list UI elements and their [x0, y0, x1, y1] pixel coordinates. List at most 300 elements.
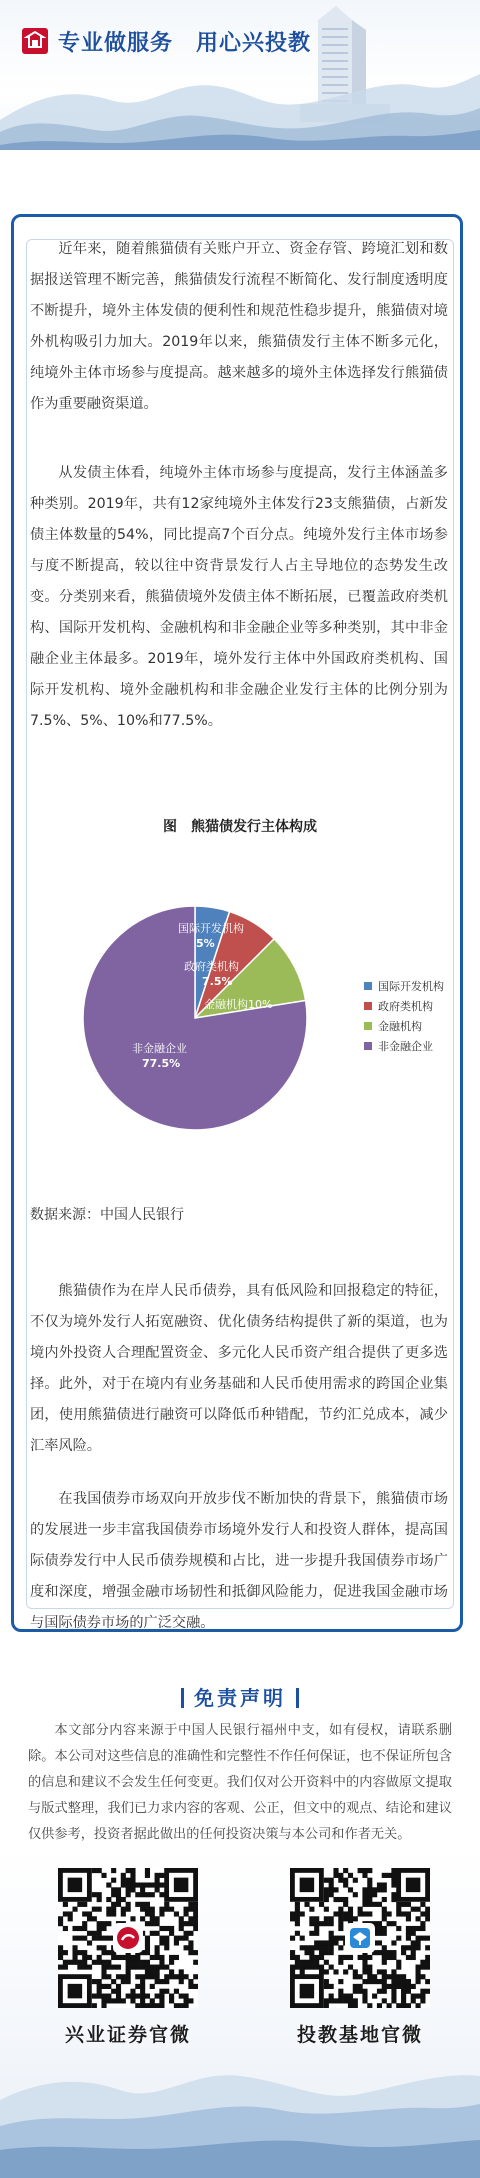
qr-module — [77, 1950, 82, 1955]
qr-module — [164, 1907, 169, 1912]
qr-module — [367, 1878, 372, 1883]
qr-module — [193, 1916, 198, 1921]
qr-module — [193, 1984, 198, 1989]
qr-module — [121, 1907, 126, 1912]
article-paragraph-3: 熊猫债作为在岸人民币债券，具有低风险和回报稳定的特征，不仅为境外发行人拓宽融资、优化债务结构提供了新的渠道，也为境内外投资人合理配置资金、多元化人民币资产组合提供了更多选择。此外，对于在境内有业务基础和人民币使用需求的跨国企业集团，使用熊猫债进行融资可以降低币种错配，节约汇兑成本，减少汇率风险。 — [30, 1283, 448, 1454]
qr-module — [367, 1902, 372, 1907]
qr-code-investor-education[interactable] — [290, 1868, 430, 2008]
qr-module — [295, 1965, 300, 1970]
qr-module — [150, 1998, 155, 2003]
qr-module — [377, 1926, 382, 1931]
qr-module — [420, 1989, 425, 1994]
qr-module — [135, 1892, 140, 1897]
qr-module — [324, 1916, 329, 1921]
qr-module — [188, 1998, 193, 2003]
qr-module — [72, 1907, 77, 1912]
qr-module — [420, 1911, 425, 1916]
qr-module — [391, 1897, 396, 1902]
qr-module — [396, 2003, 401, 2008]
qr-module — [101, 1960, 106, 1965]
qr-module — [343, 1955, 348, 1960]
qr-module — [145, 1868, 150, 1873]
qr-module — [106, 1974, 111, 1979]
qr-module — [92, 1931, 97, 1936]
qr-module — [338, 1945, 343, 1950]
qr-module — [353, 2003, 358, 2008]
qr-module — [290, 1965, 295, 1970]
qr-module — [304, 1945, 309, 1950]
qr-module — [425, 1936, 430, 1941]
qr-module — [372, 1892, 377, 1897]
qr-module — [101, 1945, 106, 1950]
qr-module — [367, 1887, 372, 1892]
qr-module — [140, 2003, 145, 2008]
qr-module — [348, 1998, 353, 2003]
qr-module — [396, 1974, 401, 1979]
qr-module — [314, 1965, 319, 1970]
qr-module — [155, 1994, 160, 1999]
article-paragraph-1: 近年来，随着熊猫债有关账户开立、资金存管、跨境汇划和数据报送管理不断完善，熊猫债发行流程不断简化、发行制度透明度不断提升，境外主体发债的便利性和规范性稳步提升，熊猫债对境外机构吸引力加大。2019年以来，熊猫债发行主体不断多元化，纯境外主体市场参与度提高。越来越多的境外主体选择发行熊猫债作为重要融资渠道。 — [30, 241, 448, 412]
qr-module — [362, 1955, 367, 1960]
qr-module — [295, 1931, 300, 1936]
qr-module — [391, 1998, 396, 2003]
qr-module — [358, 1989, 363, 1994]
qr-module — [72, 1926, 77, 1931]
qr-module — [319, 1940, 324, 1945]
qr-module — [338, 1916, 343, 1921]
qr-module — [401, 1945, 406, 1950]
qr-module — [290, 1950, 295, 1955]
qr-module — [367, 1892, 372, 1897]
qr-module — [319, 1965, 324, 1970]
qr-module — [362, 1979, 367, 1984]
qr-module — [362, 1873, 367, 1878]
qr-module — [304, 1950, 309, 1955]
qr-module — [411, 1984, 416, 1989]
qr-module — [309, 1916, 314, 1921]
qr-module — [353, 1916, 358, 1921]
qr-module — [135, 1984, 140, 1989]
qr-module — [155, 1931, 160, 1936]
qr-module — [387, 1950, 392, 1955]
qr-module — [377, 2003, 382, 2008]
qr-module — [101, 1984, 106, 1989]
qr-module — [387, 1955, 392, 1960]
qr-module — [121, 1955, 126, 1960]
qr-module — [164, 1989, 169, 1994]
qr-module — [391, 1940, 396, 1945]
qr-module — [97, 1955, 102, 1960]
qr-module — [382, 1897, 387, 1902]
qr-module — [169, 1907, 174, 1912]
qr-module — [164, 1902, 169, 1907]
qr-module — [396, 1936, 401, 1941]
qr-module — [420, 1965, 425, 1970]
qr-module — [319, 1945, 324, 1950]
qr-module — [391, 1989, 396, 1994]
qr-module — [416, 1926, 421, 1931]
qr-module — [77, 1936, 82, 1941]
qr-module — [401, 1989, 406, 1994]
legend-swatch — [364, 1002, 372, 1010]
qr-module — [411, 1907, 416, 1912]
qr-module — [362, 1998, 367, 2003]
qr-module — [193, 1960, 198, 1965]
qr-module — [416, 1979, 421, 1984]
qr-module — [159, 1965, 164, 1970]
qr-module — [333, 1873, 338, 1878]
qr-module — [411, 1945, 416, 1950]
qr-module — [116, 1994, 121, 1999]
qr-module — [300, 1965, 305, 1970]
qr-module — [111, 1955, 116, 1960]
qr-finder-pattern — [300, 1984, 314, 1998]
qr-module — [367, 1969, 372, 1974]
qr-module — [367, 2003, 372, 2008]
qr-module — [358, 1974, 363, 1979]
qr-module — [324, 1907, 329, 1912]
qr-module — [159, 1979, 164, 1984]
qr-module — [159, 1892, 164, 1897]
qr-module — [145, 1911, 150, 1916]
qr-module — [406, 1911, 411, 1916]
qr-module — [329, 1936, 334, 1941]
qr-module — [116, 1897, 121, 1902]
qr-module — [87, 1931, 92, 1936]
qr-module — [343, 1998, 348, 2003]
qr-module — [97, 1921, 102, 1926]
qr-module — [150, 1892, 155, 1897]
qr-module — [406, 1936, 411, 1941]
qr-module — [77, 1902, 82, 1907]
qr-module — [324, 1998, 329, 2003]
qr-module — [391, 1873, 396, 1878]
qr-module — [145, 1945, 150, 1950]
xingye-logo-icon — [113, 1923, 143, 1953]
qr-module — [319, 1921, 324, 1926]
qr-module — [362, 1911, 367, 1916]
qr-module — [420, 1926, 425, 1931]
qr-module — [333, 1887, 338, 1892]
article-paragraph-4: 在我国债券市场双向开放步伐不断加快的背景下，熊猫债市场的发展进一步丰富我国债券市场境外发行人和投资人群体，提高国际债券发行中人民币债券规模和占比，进一步提升我国债券市场广度和深度，增强金融市场韧性和抵御风险能力，促进我国金融市场与国际债券市场的广泛交融。 — [30, 1491, 448, 1631]
qr-module — [184, 1931, 189, 1936]
qr-module — [411, 1950, 416, 1955]
qr-module — [300, 1936, 305, 1941]
qr-module — [343, 1969, 348, 1974]
legend-label: 金融机构 — [378, 1020, 422, 1033]
qr-module — [343, 1882, 348, 1887]
qr-module — [329, 1931, 334, 1936]
qr-module — [411, 1998, 416, 2003]
qr-module — [101, 1936, 106, 1941]
qr-module — [377, 1902, 382, 1907]
qr-module — [387, 1873, 392, 1878]
qr-module — [101, 1873, 106, 1878]
qr-module — [329, 1984, 334, 1989]
qr-module — [140, 1998, 145, 2003]
qr-module — [179, 1936, 184, 1941]
qr-module — [333, 1969, 338, 1974]
qr-module — [420, 1974, 425, 1979]
qr-module — [97, 1926, 102, 1931]
qr-module — [295, 1902, 300, 1907]
qr-module — [425, 1989, 430, 1994]
qr-module — [348, 1994, 353, 1999]
qr-module — [169, 1955, 174, 1960]
qr-module — [155, 1882, 160, 1887]
qr-module — [295, 1916, 300, 1921]
qr-module — [116, 1974, 121, 1979]
qr-module — [382, 1945, 387, 1950]
qr-module — [111, 1887, 116, 1892]
qr-module — [295, 1907, 300, 1912]
qr-module — [319, 1902, 324, 1907]
qr-module — [116, 1984, 121, 1989]
qr-module — [130, 1868, 135, 1873]
qr-module — [106, 1965, 111, 1970]
qr-module — [416, 1916, 421, 1921]
qr-module — [97, 1892, 102, 1897]
qr-module — [329, 1887, 334, 1892]
qr-module — [159, 1911, 164, 1916]
qr-module — [396, 1907, 401, 1912]
qr-module — [179, 2003, 184, 2008]
qr-module — [353, 1998, 358, 2003]
qr-module — [169, 1931, 174, 1936]
qr-module — [367, 1882, 372, 1887]
qr-module — [333, 1897, 338, 1902]
qr-module — [348, 1873, 353, 1878]
qr-module — [290, 1955, 295, 1960]
qr-module — [130, 1994, 135, 1999]
qr-module — [140, 1882, 145, 1887]
qr-module — [353, 1989, 358, 1994]
qr-module — [58, 1950, 63, 1955]
qr-module — [179, 1994, 184, 1999]
qr-module — [87, 1911, 92, 1916]
qr-module — [425, 1916, 430, 1921]
qr-module — [362, 1887, 367, 1892]
qr-module — [140, 1960, 145, 1965]
qr-module — [416, 1907, 421, 1912]
qr-module — [324, 1945, 329, 1950]
qr-module — [309, 1960, 314, 1965]
qr-module — [188, 1984, 193, 1989]
qr-module — [169, 1926, 174, 1931]
qr-module — [130, 1960, 135, 1965]
qr-module — [416, 2003, 421, 2008]
qr-module — [362, 1965, 367, 1970]
qr-module — [324, 1940, 329, 1945]
qr-module — [126, 1868, 131, 1873]
qr-module — [396, 1926, 401, 1931]
qr-module — [329, 1940, 334, 1945]
qr-module — [338, 1911, 343, 1916]
qr-module — [63, 1960, 68, 1965]
qr-module — [314, 1945, 319, 1950]
qr-module — [319, 1950, 324, 1955]
qr-module — [377, 1931, 382, 1936]
qr-module — [68, 1916, 73, 1921]
qr-module — [300, 1945, 305, 1950]
qr-module — [391, 1878, 396, 1883]
qr-module — [353, 1974, 358, 1979]
chart-legend — [364, 976, 474, 1056]
qr-module — [324, 1969, 329, 1974]
qr-module — [140, 1989, 145, 1994]
qr-module — [188, 1907, 193, 1912]
qr-module — [169, 1974, 174, 1979]
qr-module — [367, 1868, 372, 1873]
qr-module — [97, 1960, 102, 1965]
qr-module — [140, 1907, 145, 1912]
qr-module — [362, 1892, 367, 1897]
qr-module — [184, 2003, 189, 2008]
qr-module — [174, 2003, 179, 2008]
qr-module — [193, 1902, 198, 1907]
qr-module — [140, 1979, 145, 1984]
qr-code-xingye-securities[interactable] — [58, 1868, 198, 2008]
qr-module — [396, 1960, 401, 1965]
qr-module — [309, 1931, 314, 1936]
qr-module — [121, 1873, 126, 1878]
qr-module — [406, 1902, 411, 1907]
qr-module — [126, 1965, 131, 1970]
qr-module — [130, 1882, 135, 1887]
qr-module — [106, 1907, 111, 1912]
qr-module — [362, 1994, 367, 1999]
qr-module — [348, 1965, 353, 1970]
qr-module — [406, 1984, 411, 1989]
legend-swatch — [364, 982, 372, 990]
qr-module — [130, 1989, 135, 1994]
qr-module — [329, 1965, 334, 1970]
disclaimer-title — [0, 1682, 480, 1711]
qr-module — [396, 1902, 401, 1907]
qr-module — [92, 1994, 97, 1999]
qr-module — [188, 1979, 193, 1984]
qr-module — [169, 1969, 174, 1974]
qr-module — [406, 2003, 411, 2008]
qr-module — [324, 2003, 329, 2008]
qr-module — [309, 1945, 314, 1950]
qr-module — [314, 1926, 319, 1931]
qr-module — [377, 1969, 382, 1974]
qr-module — [126, 1878, 131, 1883]
qr-module — [382, 1998, 387, 2003]
qr-module — [396, 1911, 401, 1916]
qr-module — [348, 1887, 353, 1892]
qr-module — [314, 1916, 319, 1921]
qr-module — [106, 1994, 111, 1999]
qr-module — [145, 1907, 150, 1912]
qr-module — [106, 1960, 111, 1965]
qr-finder-pattern — [406, 1878, 420, 1892]
qr-module — [367, 1965, 372, 1970]
qr-module — [82, 1936, 87, 1941]
qr-module — [338, 1921, 343, 1926]
pie-label-2-value: 7.5% — [202, 975, 233, 988]
pie-label-2-name: 政府类机构 — [184, 960, 239, 973]
qr-module — [184, 1945, 189, 1950]
qr-module — [72, 1960, 77, 1965]
qr-module — [425, 1955, 430, 1960]
qr-module — [420, 1921, 425, 1926]
legend-item-1 — [364, 976, 474, 996]
qr-module — [406, 1989, 411, 1994]
qr-module — [97, 1945, 102, 1950]
qr-module — [111, 1989, 116, 1994]
qr-module — [155, 1955, 160, 1960]
qr-module — [309, 1955, 314, 1960]
qr-module — [121, 1878, 126, 1883]
qr-module — [391, 1969, 396, 1974]
company-logo-icon — [22, 28, 48, 54]
qr-module — [304, 1902, 309, 1907]
qr-module — [304, 1965, 309, 1970]
qr-module — [377, 1950, 382, 1955]
qr-module — [159, 1989, 164, 1994]
qr-module — [179, 1921, 184, 1926]
qr-module — [92, 1907, 97, 1912]
mountain-landscape-illustration — [0, 0, 480, 155]
data-source: 数据来源：中国人民银行 — [30, 1207, 184, 1223]
qr-module — [314, 1955, 319, 1960]
qr-module — [324, 1979, 329, 1984]
qr-module — [290, 1911, 295, 1916]
qr-module — [82, 1960, 87, 1965]
pie-label-4-name: 非金融企业 — [132, 1042, 187, 1055]
qr-module — [106, 1998, 111, 2003]
qr-module — [420, 1936, 425, 1941]
qr-module — [155, 1887, 160, 1892]
qr-module — [135, 1974, 140, 1979]
qr-module — [290, 1916, 295, 1921]
qr-module — [425, 1965, 430, 1970]
qr-module — [145, 1965, 150, 1970]
qr-module — [309, 1965, 314, 1970]
qr-module — [155, 1979, 160, 1984]
qr-module — [126, 1974, 131, 1979]
qr-label-xingye-securities: 兴业证券官微 — [64, 2024, 191, 2046]
qr-module — [150, 1955, 155, 1960]
qr-module — [411, 1994, 416, 1999]
qr-module — [135, 1955, 140, 1960]
qr-module — [126, 1892, 131, 1897]
qr-module — [63, 1965, 68, 1970]
qr-module — [116, 1989, 121, 1994]
qr-module — [145, 1960, 150, 1965]
pie-chart — [60, 840, 360, 1160]
qr-module — [130, 1998, 135, 2003]
qr-module — [396, 1965, 401, 1970]
qr-module — [150, 1931, 155, 1936]
legend-item-3 — [364, 1016, 474, 1036]
qr-module — [329, 1950, 334, 1955]
qr-module — [179, 1974, 184, 1979]
qr-module — [314, 1931, 319, 1936]
qr-module — [338, 1897, 343, 1902]
qr-module — [159, 1955, 164, 1960]
qr-module — [416, 1994, 421, 1999]
qr-module — [155, 1945, 160, 1950]
qr-module — [387, 1974, 392, 1979]
qr-module — [145, 1921, 150, 1926]
qr-module — [159, 1940, 164, 1945]
qr-module — [416, 1965, 421, 1970]
qr-module — [145, 1974, 150, 1979]
qr-module — [82, 1911, 87, 1916]
